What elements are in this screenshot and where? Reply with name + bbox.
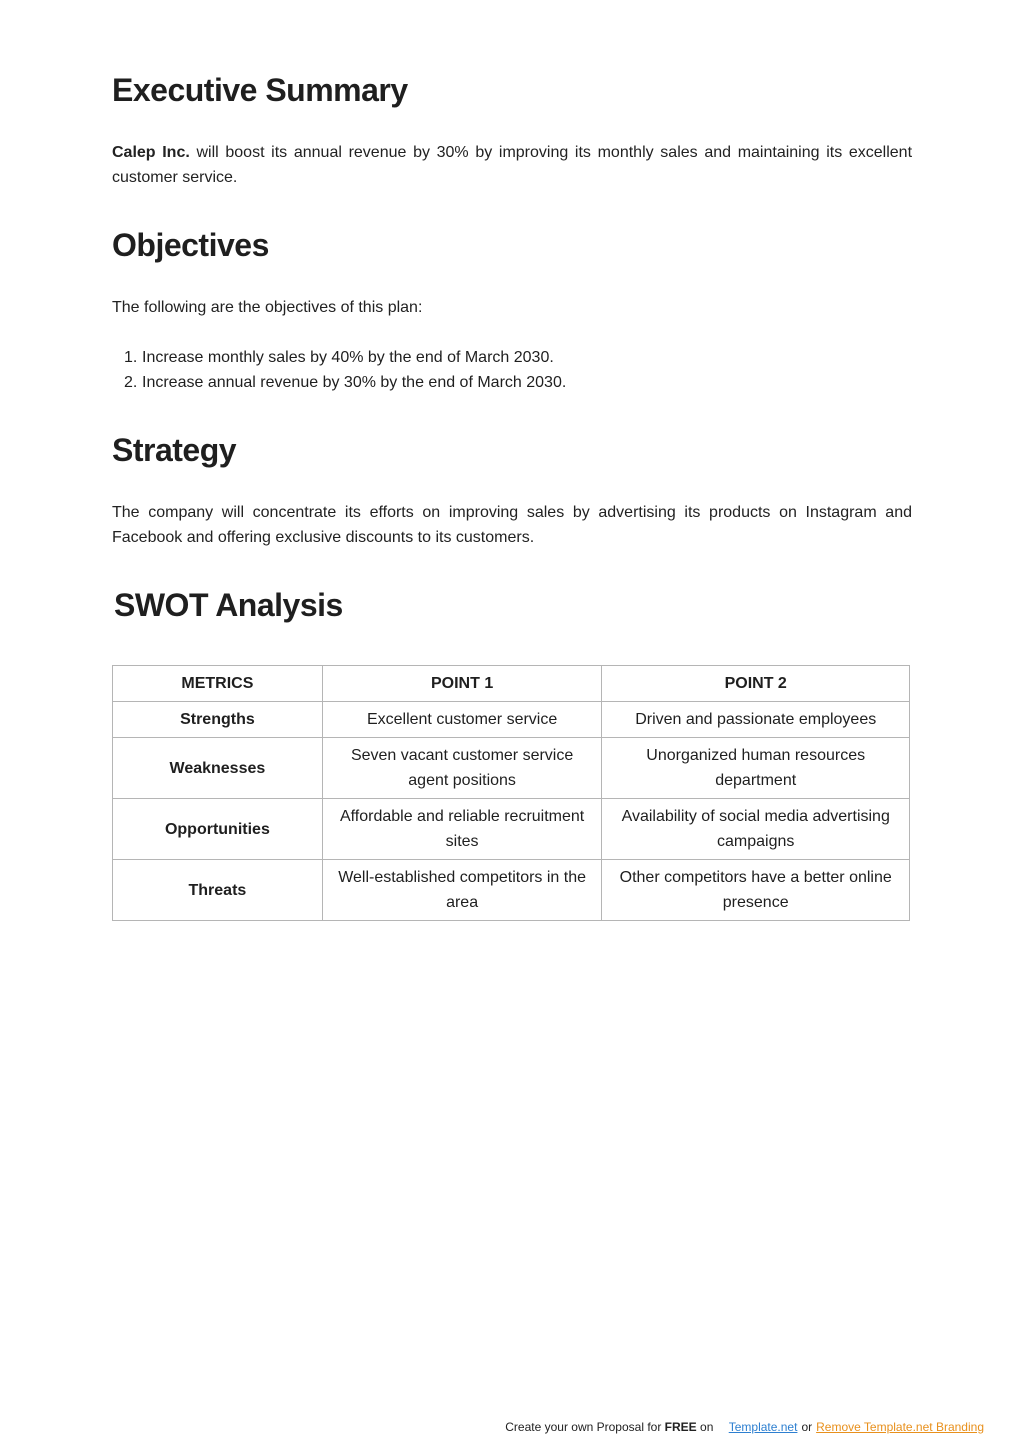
- point-2-cell: Other competitors have a better online presence: [602, 860, 910, 921]
- table-row: [113, 860, 910, 921]
- template-footer: [505, 1418, 984, 1436]
- column-header-point-1: POINT 1: [322, 666, 602, 702]
- point-1-cell: Excellent customer service: [322, 702, 602, 738]
- point-1-cell: Affordable and reliable recruitment sites: [322, 799, 602, 860]
- executive-summary-paragraph: [112, 140, 912, 190]
- swot-table: [112, 665, 910, 921]
- metric-cell: Threats: [113, 860, 323, 921]
- list-item: [112, 370, 912, 395]
- point-2-cell: Driven and passionate employees: [602, 702, 910, 738]
- objectives-intro: The following are the objectives of this plan:: [112, 299, 423, 316]
- column-header-metrics: METRICS: [113, 666, 323, 702]
- list-item: [112, 345, 912, 370]
- point-2-cell: Unorganized human resources department: [602, 738, 910, 799]
- table-row: [113, 738, 910, 799]
- metric-cell: Weaknesses: [113, 738, 323, 799]
- column-header-point-2: POINT 2: [602, 666, 910, 702]
- footer-prefix: Create your own Proposal for: [505, 1420, 665, 1434]
- objectives-list: [112, 345, 912, 395]
- strategy-paragraph: The company will concentrate its efforts on improving sales by advertising its products on Instagram and Facebook and offering exclusive discounts to its customers.: [112, 504, 912, 546]
- footer-or: or: [801, 1420, 813, 1434]
- objectives-heading: Objectives: [112, 227, 269, 263]
- footer-free: FREE: [664, 1420, 697, 1434]
- list-item-text: Increase annual revenue by 30% by the end of March 2030.: [142, 374, 567, 391]
- table-row: [113, 702, 910, 738]
- executive-summary-heading: Executive Summary: [112, 72, 408, 108]
- strategy-heading: Strategy: [112, 432, 237, 468]
- remove-branding-link[interactable]: Remove Template.net Branding: [816, 1420, 984, 1434]
- point-2-cell: Availability of social media advertising campaigns: [602, 799, 910, 860]
- executive-summary-text: will boost its annual revenue by 30% by improving its monthly sales and maintaining its excellent customer service.: [112, 144, 913, 186]
- table-row: [113, 799, 910, 860]
- point-1-cell: Well-established competitors in the area: [322, 860, 602, 921]
- footer-on: on: [696, 1420, 714, 1434]
- company-name: Calep Inc.: [112, 144, 190, 161]
- list-item-text: Increase monthly sales by 40% by the end of March 2030.: [142, 349, 554, 366]
- metric-cell: Opportunities: [113, 799, 323, 860]
- point-1-cell: Seven vacant customer service agent positions: [322, 738, 602, 799]
- metric-cell: Strengths: [113, 702, 323, 738]
- list-item-number: 1.: [124, 349, 138, 366]
- table-header-row: [113, 666, 910, 702]
- swot-heading: SWOT Analysis: [114, 587, 343, 623]
- template-net-link[interactable]: Template.net: [728, 1420, 798, 1434]
- list-item-number: 2.: [124, 374, 138, 391]
